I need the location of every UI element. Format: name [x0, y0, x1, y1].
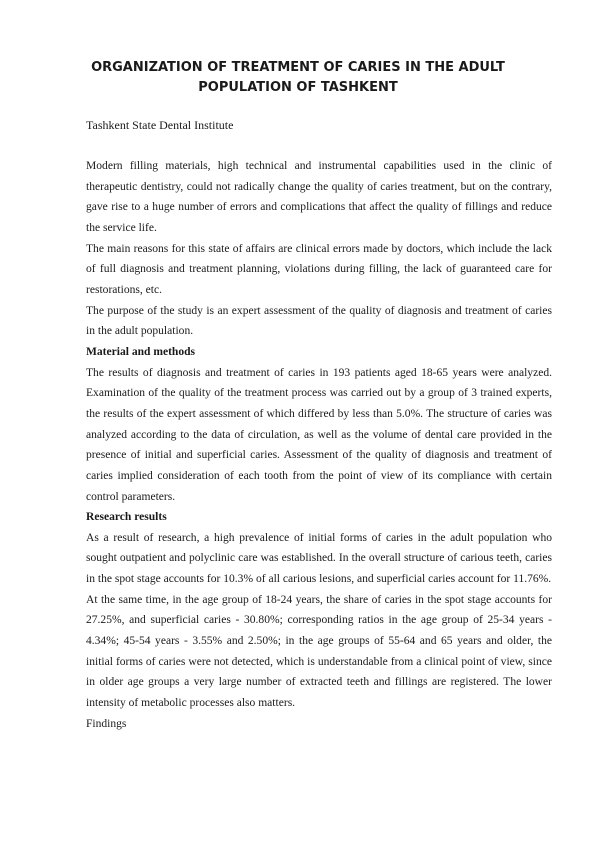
findings-heading: Findings	[86, 717, 127, 730]
paper-body	[86, 156, 552, 734]
intro-paragraph: Modern filling materials, high technical and instrumental capabilities used in the clinic of therapeutic dentistry, could not radically change the quality of caries treatment, but on the contrary, gave rise to a huge number of errors and complications that affect the quality of fillings and reduce the service life.	[86, 160, 552, 234]
paper-title: ORGANIZATION OF TREATMENT OF CARIES IN THE ADULT POPULATION OF TASHKENT	[91, 60, 505, 95]
methods-paragraph: The results of diagnosis and treatment of caries in 193 patients aged 18-65 years were analyzed. Examination of the quality of the treatment process was carried out by a group of 3 trained experts, the results of the expert assessment of which differed by less than 5.0%. The structure of caries was analyzed according to the data of circulation, as well as the volume of dental care provided in the presence of initial and superficial caries. Assessment of the quality of diagnosis and treatment of caries implied consideration of each tooth from the point of view of its compliance with certain control parameters.	[86, 366, 552, 503]
results-paragraph: As a result of research, a high prevalence of initial forms of caries in the adult population who sought outpatient and polyclinic care was established. In the overall structure of carious teeth, caries in the spot stage accounts for 10.3% of all carious lesions, and superficial caries account for 11.76%.	[86, 531, 552, 586]
results-paragraph: At the same time, in the age group of 18-24 years, the share of caries in the spot stage accounts for 27.25%, and superficial caries - 30.80%; corresponding ratios in the age group of 25-34 years - 4.34%; 45-54 years - 3.55% and 2.50%; in the age groups of 55-64 and 65 years and older, the initial forms of caries were not detected, which is understandable from a clinical point of view, since in older age groups a very large number of extracted teeth and fillings are registered. The lower intensity of metabolic processes also matters.	[86, 593, 552, 710]
affiliation: Tashkent State Dental Institute	[86, 118, 234, 132]
methods-heading: Material and methods	[86, 345, 196, 358]
results-heading: Research results	[86, 511, 167, 524]
intro-paragraph: The purpose of the study is an expert assessment of the quality of diagnosis and treatment of caries in the adult population.	[86, 304, 552, 338]
intro-paragraph: The main reasons for this state of affairs are clinical errors made by doctors, which include the lack of full diagnosis and treatment planning, violations during filling, the lack of guaranteed care for restorations, etc.	[86, 242, 552, 296]
